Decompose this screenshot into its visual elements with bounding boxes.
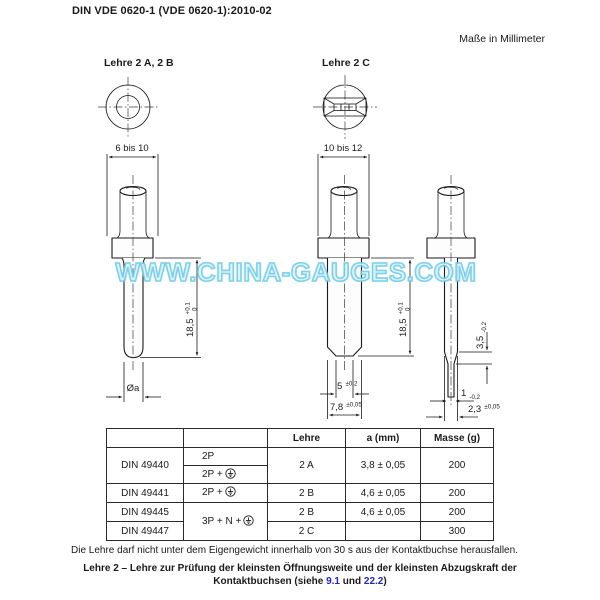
dim-chamfer-length: 3,5 $_{-0,2}$ — [475, 321, 488, 349]
cell-a-3-8: 3,8 ± 0,05 — [346, 448, 421, 484]
link-section-9-1[interactable]: 9.1 — [326, 575, 340, 587]
cell-din-49440: DIN 49440 — [107, 448, 184, 484]
cell-a-blank — [346, 522, 421, 541]
cell-masse-300: 300 — [421, 522, 494, 541]
dim-tip-thickness: 1 $_{-0,2}$ — [461, 388, 481, 401]
caption-line2-mid: und — [342, 575, 362, 587]
dim-width-2ab: 6 bis 10 — [115, 143, 149, 154]
header-a-mm: a (mm) — [346, 429, 421, 448]
label-lehre-2c: Lehre 2 C — [322, 57, 370, 69]
earth-icon — [225, 468, 236, 482]
cell-lehre-2b: 2 B — [268, 484, 346, 503]
gauge-table — [106, 428, 494, 541]
side-view-2c — [426, 175, 500, 421]
caption-line2-post: ) — [383, 575, 387, 587]
units-note: Maße in Millimeter — [459, 33, 545, 45]
table-row — [107, 484, 494, 503]
cell-lehre-2a: 2 A — [268, 448, 346, 484]
earth-icon — [225, 486, 236, 500]
cell-config-2p: 2P — [184, 448, 268, 466]
dim-width-2c: 10 bis 12 — [323, 143, 363, 154]
caption-line1: Lehre 2 – Lehre zur Prüfung der kleinsten Öffnungsweite und der kleinsten Abzugskraft der — [83, 563, 517, 574]
header-blank-2 — [184, 429, 268, 448]
figure-caption — [0, 563, 600, 588]
table-header-row — [107, 429, 494, 448]
cell-din-49445: DIN 49445 — [107, 503, 184, 522]
cell-lehre-2b-2: 2 B — [268, 503, 346, 522]
top-view-2c — [313, 75, 377, 139]
cell-config-3p-n-earth: 3P + N + — [184, 503, 268, 541]
cell-masse-200-2: 200 — [421, 484, 494, 503]
dim-tip-width: 5 $^{\pm 0,2}$ — [337, 380, 358, 392]
cell-config-2p-earth-2: 2P + — [184, 484, 268, 503]
table-row — [107, 448, 494, 466]
cell-config-2p-earth: 2P + — [184, 466, 268, 484]
cell-lehre-2c: 2 C — [268, 522, 346, 541]
top-view-2ab — [98, 77, 158, 137]
header-blank-1 — [107, 429, 184, 448]
header-masse: Masse (g) — [421, 429, 494, 448]
label-lehre-2ab: Lehre 2 A, 2 B — [104, 57, 174, 69]
table-row — [107, 503, 494, 522]
cell-masse-200-1: 200 — [421, 448, 494, 484]
cell-masse-200-3: 200 — [421, 503, 494, 522]
dim-pin-diameter: Øa — [126, 383, 140, 394]
caption-line2-pre: Kontaktbuchsen (siehe — [213, 575, 324, 587]
retention-note: Die Lehre darf nicht unter dem Eigengewicht innerhalb von 30 s aus der Kontaktbuchse herausfallen. — [71, 545, 518, 556]
dim-length-2ab: 18,5 $^{+0,1}$ 0 — [184, 302, 199, 337]
cell-a-4-6: 4,6 ± 0,05 — [346, 484, 421, 503]
dim-blade-width: 7,8 $^{\pm 0,05}$ — [330, 401, 362, 413]
dim-length-2c: 18,5 $^{+0,1}$ 0 — [397, 302, 412, 337]
header-lehre: Lehre — [268, 429, 346, 448]
document-number: DIN VDE 0620-1 (VDE 0620-1):2010-02 — [72, 5, 272, 17]
link-section-22-2[interactable]: 22.2 — [363, 575, 384, 587]
dim-blade-thickness: 2,3 $^{\pm 0,05}$ — [468, 403, 500, 415]
table-row — [107, 522, 494, 541]
cell-din-49441: DIN 49441 — [107, 484, 184, 503]
cell-din-49447: DIN 49447 — [107, 522, 184, 541]
watermark: WWW.CHINA-GAUGES.COM — [115, 257, 477, 287]
cell-a-4-6-2: 4,6 ± 0,05 — [346, 503, 421, 522]
earth-icon — [243, 515, 254, 529]
